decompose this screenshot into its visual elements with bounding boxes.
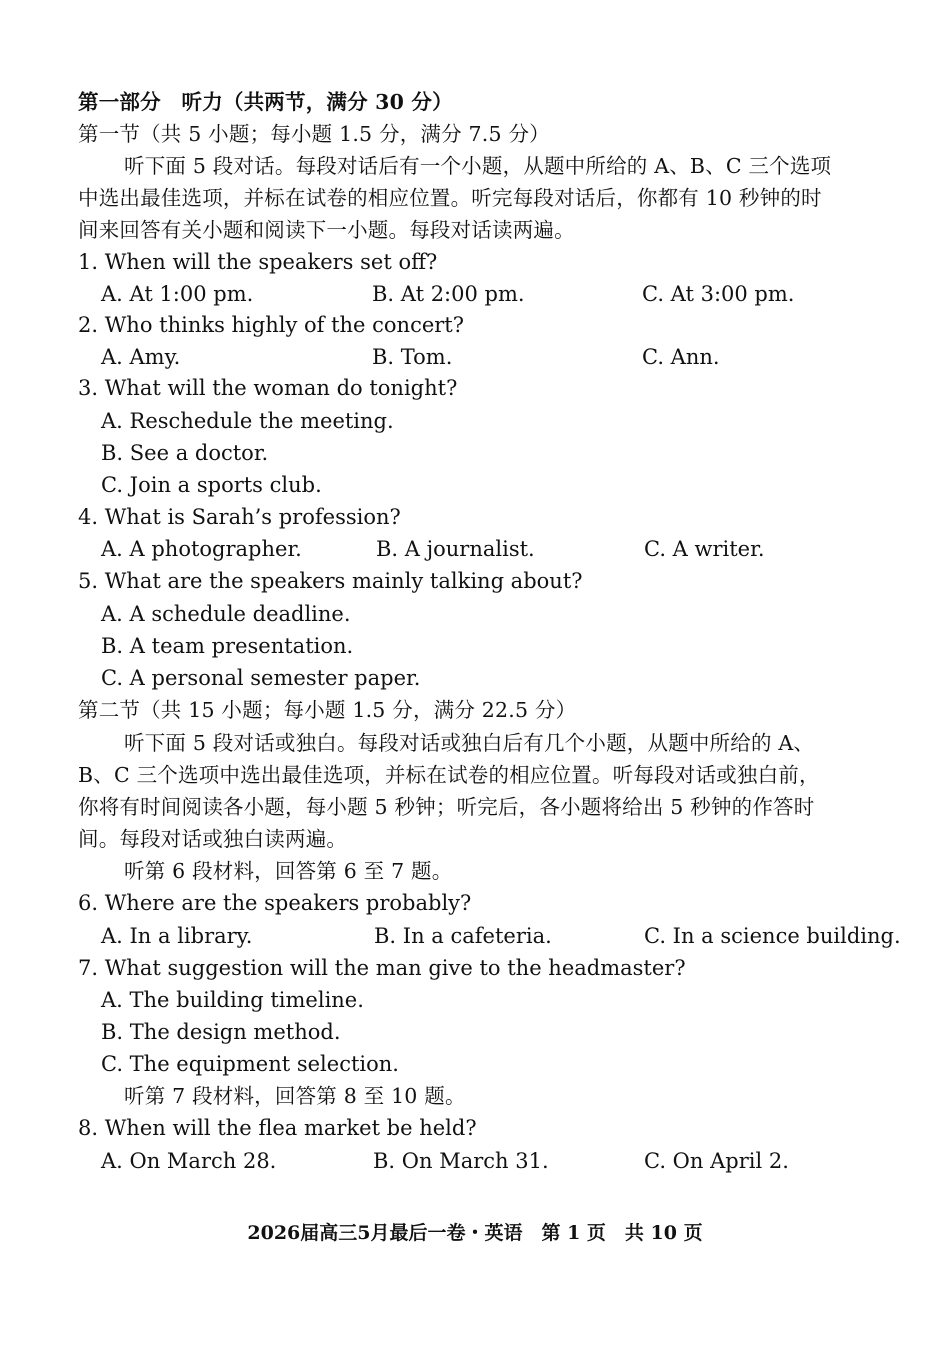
option-c: C. Ann. (642, 345, 720, 369)
option-a: A. A photographer. (101, 537, 302, 561)
option-a: A. Reschedule the meeting. (101, 409, 394, 433)
option-a: A. Amy. (101, 345, 181, 369)
option-a: A. The building timeline. (101, 988, 364, 1012)
option-b: B. A journalist. (376, 537, 535, 561)
material-instruction: 听第 7 段材料，回答第 8 至 10 题。 (124, 1084, 466, 1108)
option-b: B. On March 31. (373, 1149, 549, 1173)
material-instruction: 听第 6 段材料，回答第 6 至 7 题。 (124, 859, 453, 883)
question-stem: 3. What will the woman do tonight? (78, 376, 458, 400)
option-b: B. A team presentation. (101, 634, 354, 658)
question-stem: 5. What are the speakers mainly talking about? (78, 569, 583, 593)
question-stem: 2. Who thinks highly of the concert? (78, 313, 464, 337)
section1-instruction-line: 间来回答有关小题和阅读下一小题。每段对话读两遍。 (78, 218, 575, 242)
question-stem: 7. What suggestion will the man give to the headmaster? (78, 956, 686, 980)
option-a: A. At 1:00 pm. (101, 282, 254, 306)
option-c: C. Join a sports club. (101, 473, 322, 497)
section2-instruction-line: 听下面 5 段对话或独白。每段对话或独白后有几个小题，从题中所给的 A、 (124, 731, 815, 755)
section2-instruction-line: 你将有时间阅读各小题，每小题 5 秒钟；听完后，各小题将给出 5 秒钟的作答时 (78, 795, 815, 819)
question-stem: 1. When will the speakers set off? (78, 250, 438, 274)
option-b: B. The design method. (101, 1020, 341, 1044)
option-c: C. A writer. (644, 537, 765, 561)
option-b: B. In a cafeteria. (374, 924, 552, 948)
question-stem: 8. When will the flea market be held? (78, 1116, 477, 1140)
option-b: B. At 2:00 pm. (372, 282, 525, 306)
option-c: C. The equipment selection. (101, 1052, 399, 1076)
section1-title: 第一节（共 5 小题；每小题 1.5 分，满分 7.5 分） (78, 122, 550, 146)
section2-title: 第二节（共 15 小题；每小题 1.5 分，满分 22.5 分） (78, 698, 577, 722)
option-a: A. In a library. (101, 924, 253, 948)
question-stem: 4. What is Sarah’s profession? (78, 505, 401, 529)
part-title: 第一部分 听力（共两节，满分 30 分） (78, 90, 453, 114)
section2-instruction-line: B、C 三个选项中选出最佳选项，并标在试卷的相应位置。听每段对话或独白前， (78, 763, 820, 787)
page-footer: 2026届高三5月最后一卷・英语 第 1 页 共 10 页 (247, 1222, 703, 1244)
option-c: C. At 3:00 pm. (642, 282, 795, 306)
option-b: B. See a doctor. (101, 441, 269, 465)
option-a: A. On March 28. (101, 1149, 277, 1173)
option-c: C. On April 2. (644, 1149, 789, 1173)
section2-instruction-line: 间。每段对话或独白读两遍。 (78, 827, 348, 851)
option-c: C. In a science building. (644, 924, 901, 948)
section1-instruction-line: 中选出最佳选项，并标在试卷的相应位置。听完每段对话后，你都有 10 秒钟的时 (78, 186, 822, 210)
option-b: B. Tom. (372, 345, 453, 369)
option-a: A. A schedule deadline. (101, 602, 351, 626)
section1-instruction-line: 听下面 5 段对话。每段对话后有一个小题，从题中所给的 A、B、C 三个选项 (124, 154, 832, 178)
question-stem: 6. Where are the speakers probably? (78, 891, 472, 915)
option-c: C. A personal semester paper. (101, 666, 421, 690)
